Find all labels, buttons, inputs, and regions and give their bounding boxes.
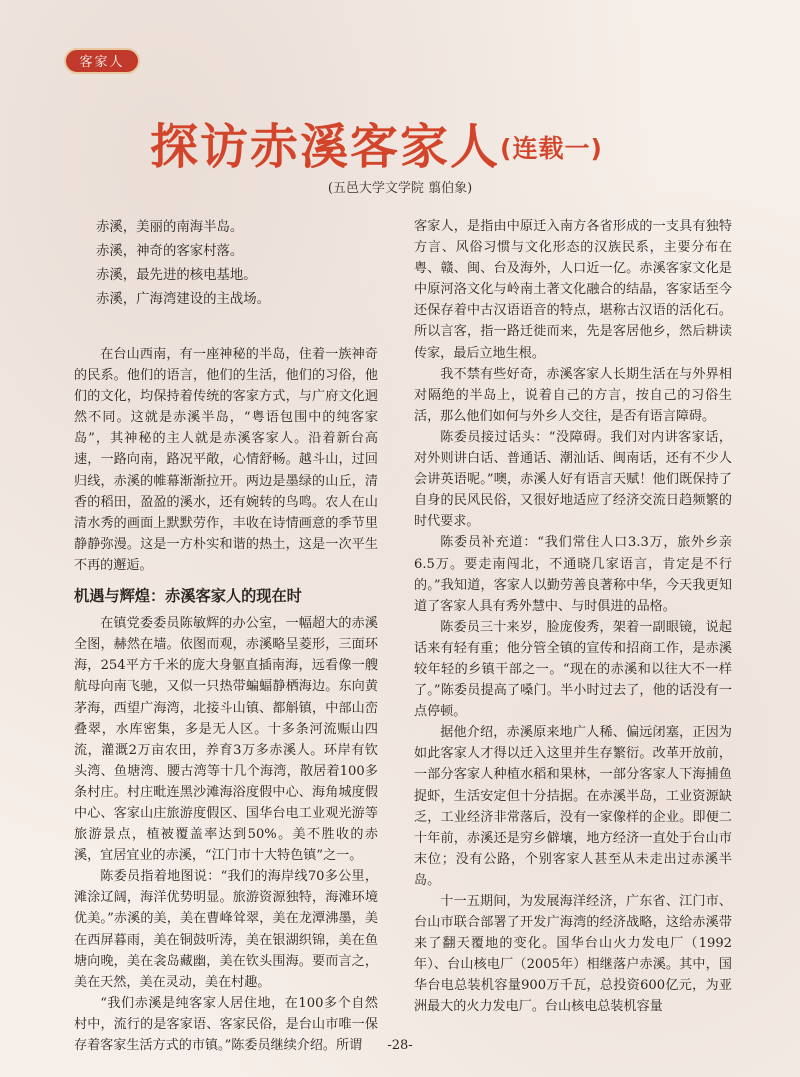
opening-poem <box>96 216 378 312</box>
article-title <box>150 108 603 177</box>
body-paragraph: 我不禁有些好奇，赤溪客家人长期生活在与外界相对隔绝的半岛上，说着自己的方言，按自己的习俗生活，那么他们如何与外乡人交往，是否有语言障碍。 <box>414 366 732 424</box>
body-paragraph: 陈委员接过话头：“没障碍。我们对内讲客家话，对外则讲白话、普通话、潮汕话、闽南话，还有不少人会讲英语呢。”噢，赤溪人好有语言天赋！他们既保持了自身的民风民俗，又很好地适应了经济交流日趋频繁的时代要求。 <box>414 429 732 530</box>
body-paragraph: 据他介绍，赤溪原来地广人稀、偏远闭塞，正因为如此客家人才得以迁入这里并生存繁衍。改革开放前，一部分客家人种植水稻和果林，一部分客家人下海捕鱼捉虾，生活安定但十分拮据。在赤溪半岛，工业资源缺乏，工业经济非常落后，没有一家像样的企业。即便二十年前，赤溪还是穷乡僻壤，地方经济一直处于台山市末位；没有公路，个别客家人甚至从未走出过赤溪半岛。 <box>414 725 732 888</box>
poem-line: 赤溪，广海湾建设的主战场。 <box>96 292 271 307</box>
intro-paragraph: 在台山西南，有一座神秘的半岛，住着一族神奇的民系。他们的语言，他们的生活，他们的习俗，他们的文化，均保持着传统的客家方式，与广府文化迥然不同。这就是赤溪半岛，“粤语包围中的纯客家岛”，其神秘的主人就是赤溪客家人。沿着新台高速，一路向南，路况平敞，心情舒畅。越斗山，过回归线，赤溪的帷幕渐渐拉开。两边是墨绿的山丘，清香的稻田，盈盈的溪水，还有婉转的鸟鸣。农人在山清水秀的画面上默默劳作，丰收在诗情画意的季节里静静弥漫。这是一方朴实和谐的热土，这是一次平生不再的邂逅。 <box>74 347 378 573</box>
article-title-sub: (连载一) <box>500 134 603 163</box>
page-number: -28- <box>387 1038 413 1053</box>
right-column <box>414 216 732 1018</box>
left-column <box>74 216 378 1056</box>
section-heading: 机遇与辉煌：赤溪客家人的现在时 <box>74 587 302 606</box>
body-paragraph: 陈委员指着地图说：“我们的海岸线70多公里，滩涂辽阔，海洋优势明显。旅游资源独特，海滩环境优美。”赤溪的美，美在曹峰耸翠，美在龙潭沸墨，美在西屏暮雨，美在铜鼓听涛，美在银湖织锦，美在鱼塘向晚，美在衾岛藏幽，美在钦头围海。要而言之，美在天然，美在灵动，美在村趣。 <box>74 869 378 990</box>
section-tag: 客家人 <box>64 48 140 74</box>
article-author: (五邑大学文学院 翦伯象) <box>327 181 473 196</box>
article-title-main: 探访赤溪客家人 <box>150 119 501 175</box>
body-paragraph: 陈委员补充道：“我们常住人口3.3万，旅外乡亲6.5万。要走南闯北，不通晓几家语言，肯定是不行的。”我知道，客家人以勤劳善良著称中华，今天我更知道了客家人具有秀外慧中、与时俱进的品格。 <box>414 535 732 614</box>
body-paragraph: 十一五期间，为发展海洋经济，广东省、江门市、台山市联合部署了开发广海湾的经济战略，这给赤溪带来了翻天覆地的变化。国华台山火力发电厂（1992年）、台山核电厂（2005年）相继落户赤溪。其中，国华台电总装机容量900万千瓦，总投资600亿元，为亚洲最大的火力发电厂。台山核电总装机容量 <box>414 894 732 1015</box>
body-paragraph: 在镇党委委员陈敏辉的办公室，一幅超大的赤溪全图，赫然在墙。依图而观，赤溪略呈菱形，三面环海，254平方千米的庞大身躯直插南海，远看像一艘航母向南飞驰，又似一只热带蝙蝠静栖海边。东向黄茅海，西望广海湾，北接斗山镇、都斛镇，中部山峦叠翠，水库密集，多是无人区。十多条河流赈山四流，灌溉2万亩农田，养育3万多赤溪人。环岸有钦头湾、鱼塘湾、腰古湾等十几个海湾，散居着100多条村庄。村庄毗连黑沙滩海浴度假中心、海角城度假中心、客家山庄旅游度假区、国华台电工业观光游等旅游景点，植被覆盖率达到50%。美不胜收的赤溪，宜居宜业的赤溪，“江门市十大特色镇”之一。 <box>74 616 378 864</box>
body-paragraph-continued: 客家人，是指由中原迁入南方各省形成的一支具有独特方言、风俗习惯与文化形态的汉族民系，主要分布在粤、赣、闽、台及海外，人口近一亿。赤溪客家文化是中原河洛文化与岭南土著文化融合的结晶，客家话至今还保存着中古汉语语音的特点，堪称古汉语的活化石。所以言客，指一路迁徙而来，先是客居他乡，然后耕读传家，最后立地生根。 <box>414 219 732 361</box>
body-paragraph: 陈委员三十来岁，脸庞俊秀，架着一副眼镜，说起话来有轻有重；他分管全镇的宣传和招商工作，是赤溪较年轻的乡镇干部之一。“现在的赤溪和以往大不一样了。”陈委员提高了嗓门。半小时过去了，他的话没有一点停顿。 <box>414 619 732 720</box>
poem-line: 赤溪，最先进的核电基地。 <box>96 268 257 283</box>
body-paragraph: “我们赤溪是纯客家人居住地，在100多个自然村中，流行的是客家语、客家民俗，是台山市唯一保存着客家生活方式的市镇。”陈委员继续介绍。所谓 <box>74 995 378 1053</box>
poem-line: 赤溪，神奇的客家村落。 <box>96 244 244 259</box>
poem-line: 赤溪，美丽的南海半岛。 <box>96 220 244 235</box>
